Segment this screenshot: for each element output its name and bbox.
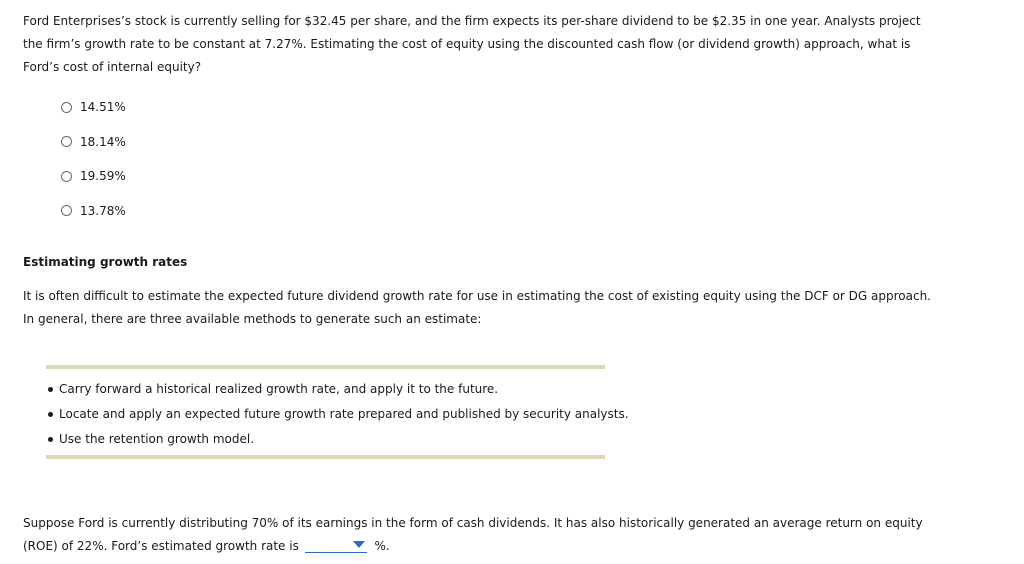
method-text: Use the retention growth model. [59,432,255,446]
radio-button[interactable] [61,102,72,113]
answer-option-label: 13.78% [80,203,126,218]
answer-option-label: 18.14% [80,134,126,149]
radio-button[interactable] [61,171,72,182]
answer-option-4[interactable] [61,200,126,222]
bullet-icon [48,412,53,417]
bullet-icon [48,387,53,392]
method-item [46,429,629,454]
bullet-icon [48,437,53,442]
answer-option-label: 14.51% [80,100,126,114]
method-item [46,379,629,404]
answer-option-2[interactable] [61,131,126,153]
radio-button[interactable] [61,205,72,216]
section-heading: Estimating growth rates [23,255,188,269]
growth-question-suffix: %. [374,539,390,553]
answer-option-1[interactable] [61,96,126,118]
question-line-3: Ford’s cost of internal equity? [23,60,202,74]
radio-button[interactable] [61,136,72,147]
method-item [46,404,629,429]
answer-option-3[interactable] [61,165,126,187]
answer-options [61,96,126,234]
growth-question-line-1: Suppose Ford is currently distributing 70% of its earnings in the form of cash dividends. It has also historically generated an average return on equity [23,516,923,530]
growth-question-prefix: (ROE) of 22%. Ford’s estimated growth rate is [23,539,299,553]
intro-text [23,285,931,331]
question-text [23,10,921,79]
growth-question-text [23,512,923,558]
intro-line-1: It is often difficult to estimate the expected future dividend growth rate for use in estimating the cost of existing equity using the DCF or DG approach. [23,289,931,303]
growth-rate-dropdown[interactable] [305,538,367,553]
methods-list [46,379,629,454]
dropdown-caret-icon [353,541,365,548]
question-line-1: Ford Enterprises’s stock is currently selling for $32.45 per share, and the firm expects its per-share dividend to be $2.35 in one year. Analysts project [23,14,921,28]
question-line-2: the firm’s growth rate to be constant at 7.27%. Estimating the cost of equity using the discounted cash flow (or dividend growth) approach, what is [23,37,911,51]
methods-box [46,365,629,459]
method-text: Carry forward a historical realized growth rate, and apply it to the future. [59,382,499,396]
answer-option-label: 19.59% [80,169,126,183]
intro-line-2: In general, there are three available methods to generate such an estimate: [23,312,482,326]
method-text: Locate and apply an expected future growth rate prepared and published by security analysts. [59,407,629,421]
